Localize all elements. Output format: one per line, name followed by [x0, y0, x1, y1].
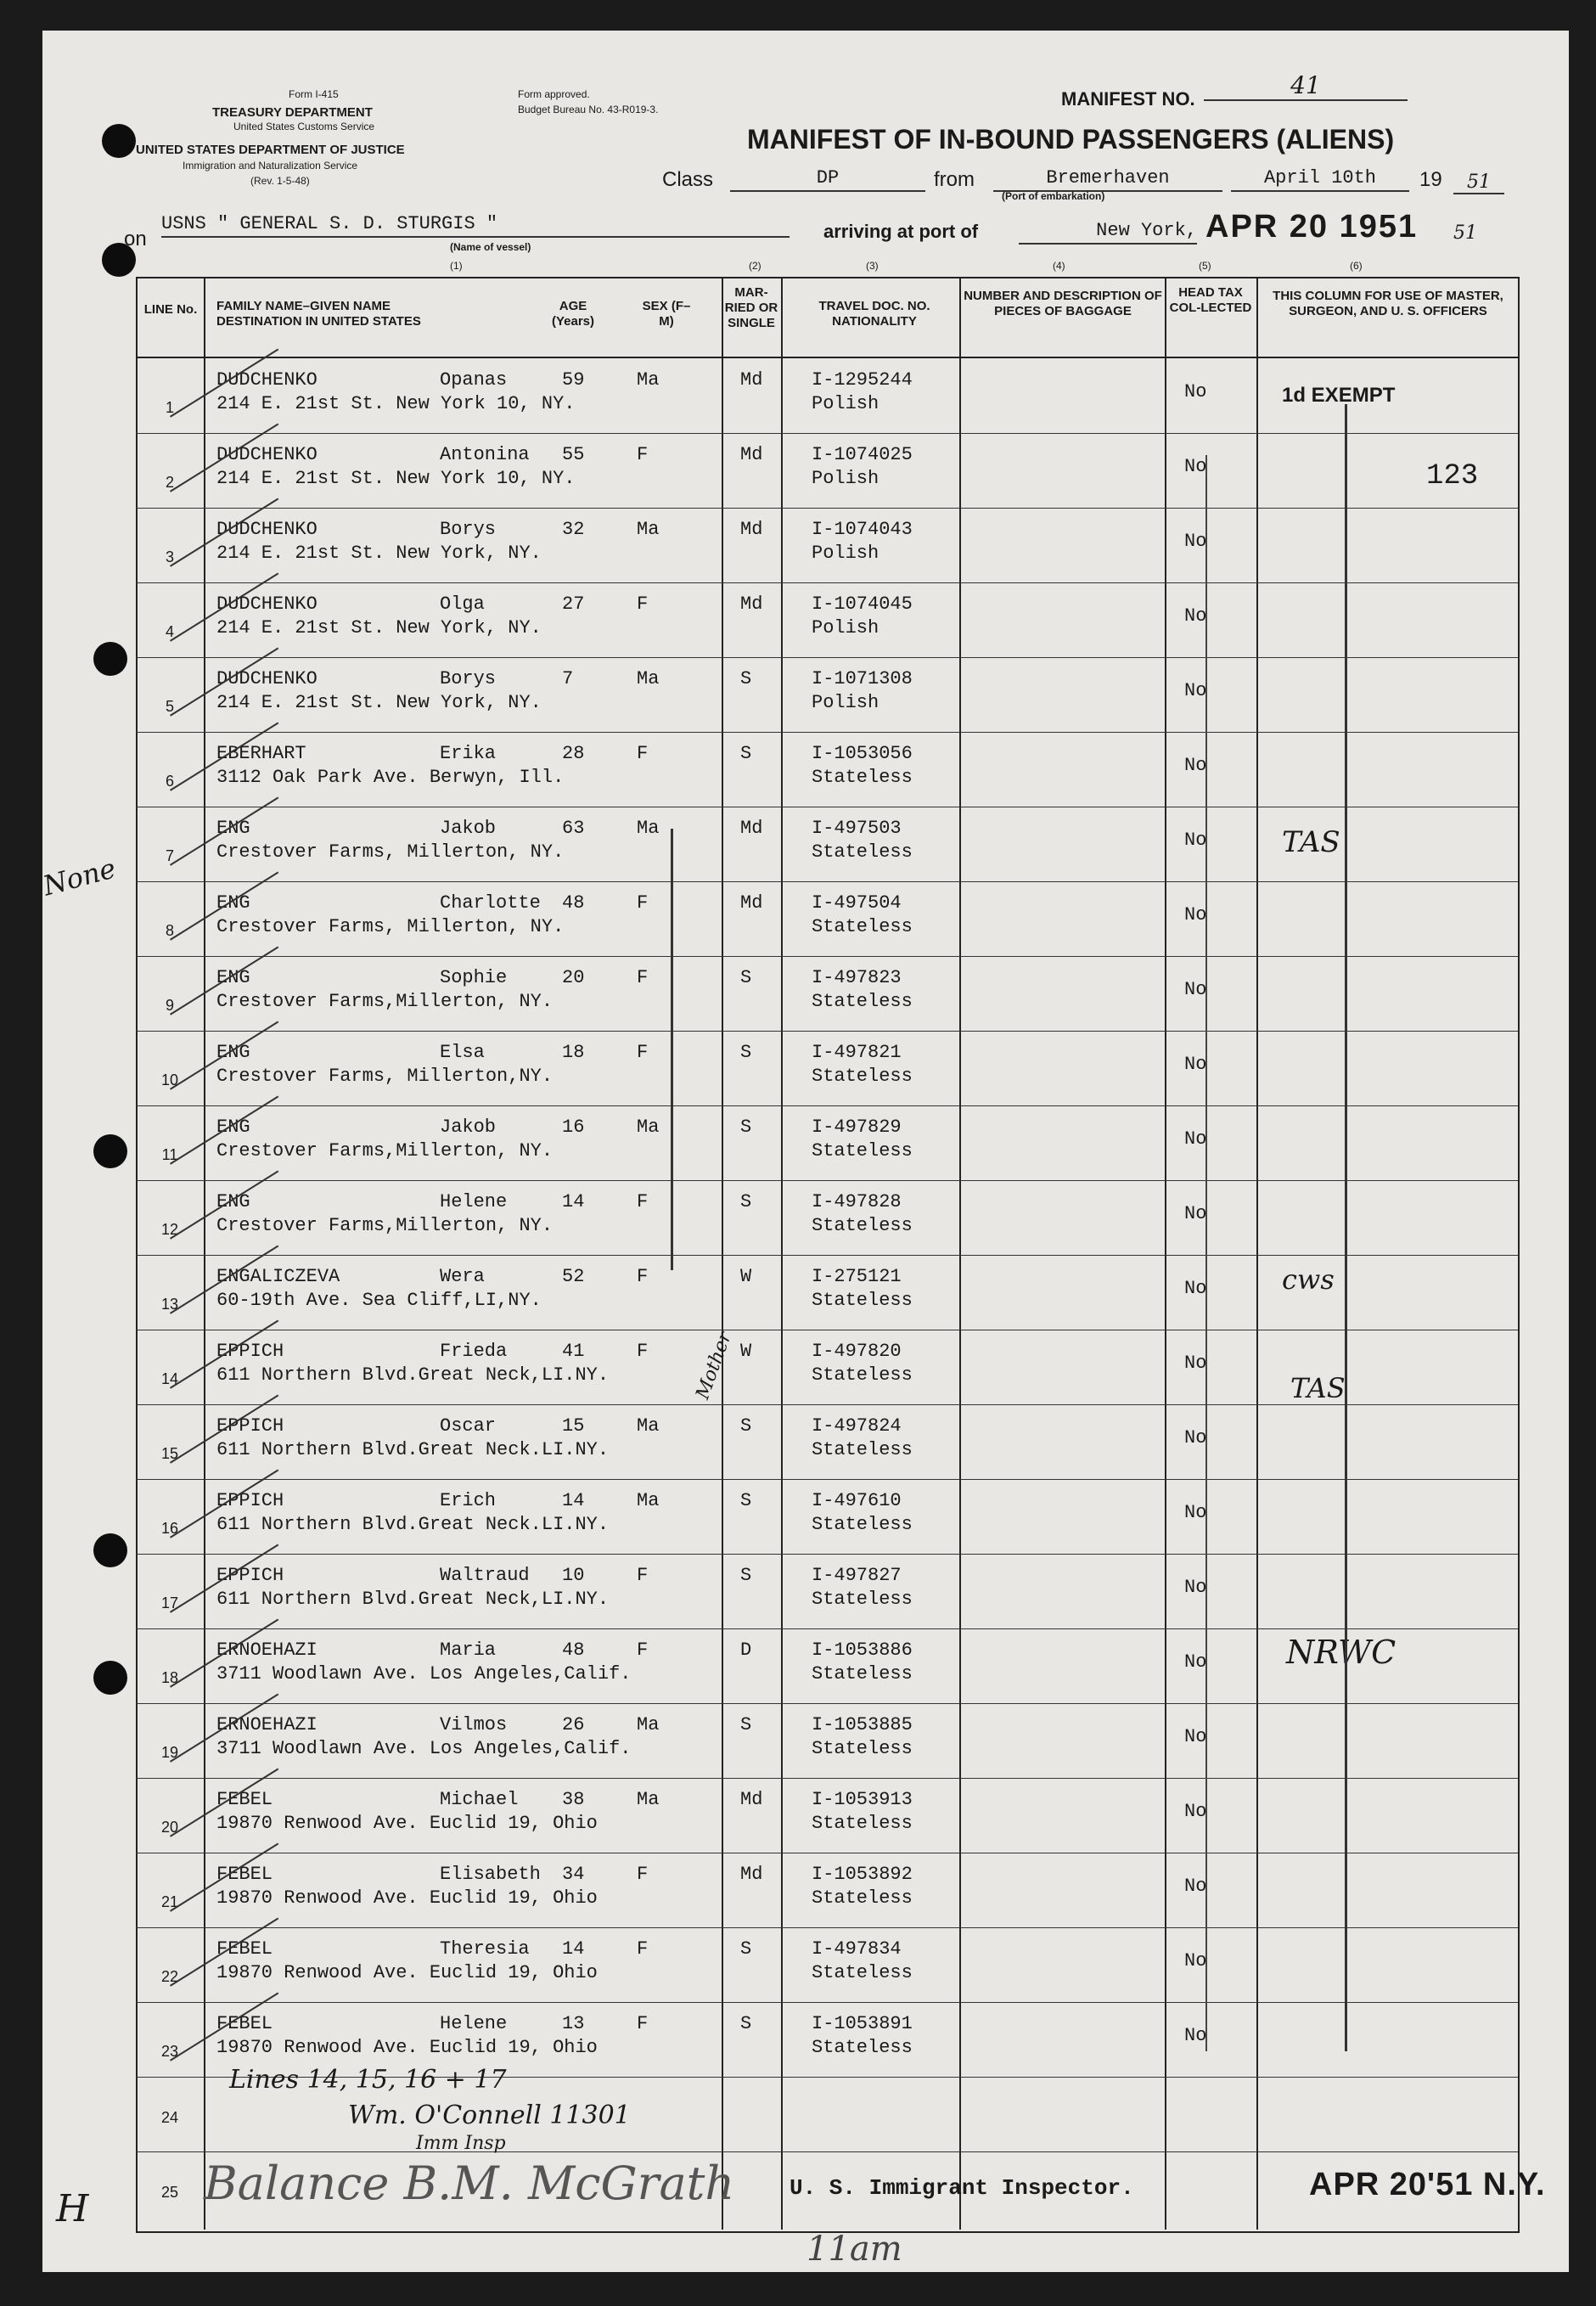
family-name: EPPICH [216, 1565, 284, 1586]
age: 16 [562, 1116, 585, 1138]
destination-address: 214 E. 21st St. New York, NY. [216, 617, 542, 638]
officer-signature: Wm. O'Connell 11301 [348, 2101, 631, 2130]
family-name: DUDCHENKO [216, 369, 318, 391]
travel-doc-no: I-497824 [812, 1415, 902, 1437]
destination-address: 19870 Renwood Ave. Euclid 19, Ohio [216, 1813, 598, 1834]
sex: Ma [637, 519, 660, 540]
given-name: Waltraud [440, 1565, 530, 1586]
age: 13 [562, 2013, 585, 2034]
given-name: Elisabeth [440, 1864, 541, 1885]
head-tax: No [1184, 1876, 1207, 1897]
received-stamp: APR 20'51 N.Y. [1309, 2167, 1546, 2202]
arrival-stamp: APR 20 1951 [1205, 209, 1419, 245]
travel-doc-no: I-497821 [812, 1042, 902, 1063]
signature-subtitle: Imm Insp [416, 2133, 506, 2154]
nationality: Stateless [812, 1589, 913, 1610]
destination-address: Crestover Farms, Millerton, NY. [216, 916, 565, 937]
sex: Ma [637, 369, 660, 391]
manifest-sheet [39, 31, 1569, 2272]
row-number: 10 [160, 1071, 179, 1088]
age: 34 [562, 1864, 585, 1885]
travel-doc-no: I-497834 [812, 1938, 902, 1960]
head-tax: No [1184, 605, 1207, 627]
mother-note: Mother [692, 1329, 736, 1403]
head-tax: No [1184, 1427, 1207, 1448]
family-name: DUDCHENKO [216, 593, 318, 615]
manifest-no: 41 [1204, 71, 1408, 101]
inspector-label: U. S. Immigrant Inspector. [790, 2175, 1134, 2201]
given-name: Jakob [440, 1116, 497, 1138]
nationality: Polish [812, 692, 879, 713]
travel-doc-no: I-1074025 [812, 444, 913, 465]
head-tax: No [1184, 830, 1207, 851]
travel-doc-no: I-497827 [812, 1565, 902, 1586]
nationality: Stateless [812, 1290, 913, 1311]
destination-address: 214 E. 21st St. New York 10, NY. [216, 468, 576, 489]
nationality: Stateless [812, 1439, 913, 1460]
year-prefix: 19 [1419, 168, 1442, 191]
row-number: 12 [160, 1221, 179, 1238]
punch-hole [102, 124, 136, 158]
col-header-line: LINE No. [143, 302, 198, 317]
family-name: DUDCHENKO [216, 668, 318, 689]
destination-address: 611 Northern Blvd.Great Neck,LI.NY. [216, 1589, 610, 1610]
head-tax: No [1184, 1278, 1207, 1299]
marital-status: S [740, 1116, 752, 1138]
age: 14 [562, 1191, 585, 1212]
sex: F [637, 444, 649, 465]
given-name: Borys [440, 519, 497, 540]
travel-doc-no: I-1053892 [812, 1864, 913, 1885]
given-name: Helene [440, 1191, 508, 1212]
row-number: 15 [160, 1445, 179, 1462]
head-tax: No [1184, 1054, 1207, 1075]
sex: F [637, 1640, 649, 1661]
sex: Ma [637, 1415, 660, 1437]
marital-status: Md [740, 1864, 763, 1885]
given-name: Frieda [440, 1341, 508, 1362]
travel-doc-no: I-1053913 [812, 1789, 913, 1810]
destination-address: Crestover Farms, Millerton, NY. [216, 841, 565, 863]
row-number: 6 [165, 773, 174, 790]
col-header-head-tax: HEAD TAX COL-LECTED [1169, 285, 1252, 315]
nationality: Stateless [812, 1140, 913, 1161]
nationality: Stateless [812, 1813, 913, 1834]
given-name: Vilmos [440, 1714, 508, 1735]
row-number: 25 [160, 2184, 179, 2201]
col-num: (3) [866, 260, 879, 272]
destination-address: 19870 Renwood Ave. Euclid 19, Ohio [216, 1887, 598, 1909]
row-number: 5 [165, 698, 174, 715]
marital-status: Md [740, 892, 763, 914]
ins-service: Immigration and Naturalization Service [183, 160, 358, 172]
bottom-scrawl: 11am [806, 2230, 902, 2269]
given-name: Michael [440, 1789, 519, 1810]
marital-status: S [740, 1415, 752, 1437]
destination-address: 3112 Oak Park Ave. Berwyn, Ill. [216, 767, 565, 788]
nationality: Stateless [812, 1514, 913, 1535]
given-name: Oscar [440, 1415, 497, 1437]
arrival-year: 51 [1453, 222, 1477, 244]
head-tax: No [1184, 1950, 1207, 1971]
row-number: 11 [161, 1146, 178, 1163]
age: 15 [562, 1415, 585, 1437]
travel-doc-no: I-497610 [812, 1490, 902, 1511]
travel-doc-no: I-497503 [812, 818, 902, 839]
marital-status: S [740, 1490, 752, 1511]
marital-status: W [740, 1266, 752, 1287]
family-name: EPPICH [216, 1341, 284, 1362]
travel-doc-no: I-1295244 [812, 369, 913, 391]
given-name: Jakob [440, 818, 497, 839]
nationality: Stateless [812, 2037, 913, 2058]
destination-address: 214 E. 21st St. New York, NY. [216, 692, 542, 713]
sex: F [637, 892, 649, 914]
arriving-label: arriving at port of [823, 221, 979, 242]
given-name: Maria [440, 1640, 497, 1661]
age: 7 [562, 668, 574, 689]
given-name: Olga [440, 593, 485, 615]
nationality: Stateless [812, 1887, 913, 1909]
col-num: (1) [450, 260, 463, 272]
given-name: Antonina [440, 444, 530, 465]
family-name: ENG [216, 1042, 250, 1063]
form-number: Form I-415 [289, 88, 339, 100]
age: 52 [562, 1266, 585, 1287]
destination-address: Crestover Farms,Millerton, NY. [216, 991, 554, 1012]
row-number: 22 [160, 1968, 179, 1985]
travel-doc-no: I-1053056 [812, 743, 913, 764]
nationality: Stateless [812, 1215, 913, 1236]
family-name: DUDCHENKO [216, 519, 318, 540]
family-name: ENG [216, 1116, 250, 1138]
sex: Ma [637, 668, 660, 689]
marital-status: S [740, 1714, 752, 1735]
destination-address: 3711 Woodlawn Ave. Los Angeles,Calif. [216, 1663, 632, 1685]
family-name: FEBEL [216, 1938, 273, 1960]
justice-dept: UNITED STATES DEPARTMENT OF JUSTICE [136, 143, 405, 157]
sex: F [637, 967, 649, 988]
age: 27 [562, 593, 585, 615]
nationality: Stateless [812, 1738, 913, 1759]
travel-doc-no: I-497823 [812, 967, 902, 988]
row-number: 24 [160, 2109, 179, 2126]
family-name: ENG [216, 1191, 250, 1212]
form-approved: Form approved. [518, 88, 590, 100]
marital-status: S [740, 1191, 752, 1212]
sex: F [637, 1042, 649, 1063]
head-tax: No [1184, 1353, 1207, 1374]
nrwc-initials: NRWC [1286, 1634, 1396, 1671]
travel-doc-no: I-1074043 [812, 519, 913, 540]
marital-status: S [740, 967, 752, 988]
col-header-baggage: NUMBER AND DESCRIPTION OF PIECES OF BAGGAGE [964, 289, 1162, 318]
row-number: 4 [165, 623, 174, 640]
pencil-line [1345, 404, 1347, 2051]
travel-doc-no: I-1053885 [812, 1714, 913, 1735]
given-name: Theresia [440, 1938, 530, 1960]
age: 26 [562, 1714, 585, 1735]
nationality: Stateless [812, 916, 913, 937]
age: 18 [562, 1042, 585, 1063]
travel-doc-no: I-497504 [812, 892, 902, 914]
col-header-married: MAR-RIED OR SINGLE [724, 285, 778, 330]
family-name: ERNOEHAZI [216, 1714, 318, 1735]
marital-status: S [740, 1938, 752, 1960]
given-name: Erich [440, 1490, 497, 1511]
age: 55 [562, 444, 585, 465]
sex: F [637, 1938, 649, 1960]
punch-hole [93, 642, 127, 676]
head-tax: No [1184, 1203, 1207, 1224]
travel-doc-no: I-1053886 [812, 1640, 913, 1661]
family-name: FEBEL [216, 2013, 273, 2034]
nationality: Stateless [812, 841, 913, 863]
nationality: Polish [812, 468, 879, 489]
head-tax: No [1184, 381, 1207, 402]
age: 38 [562, 1789, 585, 1810]
given-name: Helene [440, 2013, 508, 2034]
marital-status: Md [740, 593, 763, 615]
head-tax: No [1184, 680, 1207, 701]
age: 48 [562, 1640, 585, 1661]
sex: F [637, 1341, 649, 1362]
from-label: from [934, 168, 975, 191]
marital-status: Md [740, 519, 763, 540]
family-name: EPPICH [216, 1490, 284, 1511]
family-name: ENGALICZEVA [216, 1266, 340, 1287]
age: 14 [562, 1938, 585, 1960]
col-header-travel: TRAVEL DOC. NO. NATIONALITY [818, 299, 930, 329]
sex: F [637, 1565, 649, 1586]
head-tax: No [1184, 531, 1207, 552]
marital-status: Md [740, 444, 763, 465]
punch-hole [93, 1533, 127, 1567]
sex: F [637, 593, 649, 615]
col-num: (4) [1053, 260, 1065, 272]
marital-status: Md [740, 818, 763, 839]
col-header-sex: SEX (F–M) [642, 299, 691, 329]
sex: F [637, 1266, 649, 1287]
destination-address: Crestover Farms,Millerton, NY. [216, 1140, 554, 1161]
family-name: EPPICH [216, 1415, 284, 1437]
travel-doc-no: I-497820 [812, 1341, 902, 1362]
nationality: Polish [812, 393, 879, 414]
destination-address: 611 Northern Blvd.Great Neck.LI.NY. [216, 1514, 610, 1535]
head-tax: No [1184, 904, 1207, 925]
head-tax: No [1184, 1801, 1207, 1822]
marital-status: W [740, 1341, 752, 1362]
family-name: ERNOEHAZI [216, 1640, 318, 1661]
travel-doc-no: I-1074045 [812, 593, 913, 615]
sex: Ma [637, 1116, 660, 1138]
age: 48 [562, 892, 585, 914]
col-header-age: AGE (Years) [551, 299, 595, 329]
bracket-line [671, 829, 673, 1270]
destination-address: 60-19th Ave. Sea Cliff,LI,NY. [216, 1290, 542, 1311]
row-number: 3 [165, 548, 174, 565]
given-name: Opanas [440, 369, 508, 391]
margin-mark: H [56, 2187, 89, 2230]
col-num: (5) [1199, 260, 1211, 272]
from-value: Bremerhaven [993, 166, 1222, 192]
age: 28 [562, 743, 585, 764]
treasury-dept: TREASURY DEPARTMENT [212, 105, 373, 120]
nationality: Polish [812, 543, 879, 564]
manifest-no-label: MANIFEST NO. [1061, 88, 1195, 110]
class-label: Class [662, 168, 714, 191]
row-number: 21 [160, 1893, 179, 1910]
age: 14 [562, 1490, 585, 1511]
marital-status: Md [740, 1789, 763, 1810]
nationality: Stateless [812, 1364, 913, 1386]
sex: F [637, 1191, 649, 1212]
marital-status: S [740, 743, 752, 764]
family-name: DUDCHENKO [216, 444, 318, 465]
col-header-officers: THIS COLUMN FOR USE OF MASTER, SURGEON, AND U. S. OFFICERS [1273, 289, 1503, 318]
family-name: FEBEL [216, 1789, 273, 1810]
balance-signature: Balance B.M. McGrath [204, 2157, 735, 2210]
nationality: Stateless [812, 1663, 913, 1685]
destination-address: 214 E. 21st St. New York, NY. [216, 543, 542, 564]
marital-status: D [740, 1640, 752, 1661]
col-num: (6) [1350, 260, 1363, 272]
sex: Ma [637, 1714, 660, 1735]
age: 10 [562, 1565, 585, 1586]
age: 41 [562, 1341, 585, 1362]
sex: Ma [637, 818, 660, 839]
destination-address: 611 Northern Blvd.Great Neck,LI.NY. [216, 1364, 610, 1386]
tas-initials: TAS [1282, 825, 1340, 859]
destination-address: Crestover Farms,Millerton, NY. [216, 1215, 554, 1236]
sex: F [637, 743, 649, 764]
punch-hole [93, 1661, 127, 1695]
marital-status: S [740, 2013, 752, 2034]
nationality: Stateless [812, 1066, 913, 1087]
sex: F [637, 2013, 649, 2034]
head-tax: No [1184, 1577, 1207, 1598]
family-name: EBERHART [216, 743, 306, 764]
travel-doc-no: I-1053891 [812, 2013, 913, 2034]
row-number: 7 [165, 847, 174, 864]
given-name: Charlotte [440, 892, 541, 914]
nationality: Stateless [812, 767, 913, 788]
given-name: Erika [440, 743, 497, 764]
row-number: 1 [165, 399, 174, 416]
nationality: Polish [812, 617, 879, 638]
row-number: 20 [160, 1819, 179, 1836]
lines-note: Lines 14, 15, 16 + 17 [229, 2065, 507, 2095]
tas-initials-2: TAS [1290, 1372, 1346, 1404]
departure-date: April 10th [1231, 166, 1409, 192]
destination-address: 214 E. 21st St. New York 10, NY. [216, 393, 576, 414]
on-label: on [124, 228, 147, 250]
destination-address: 3711 Woodlawn Ave. Los Angeles,Calif. [216, 1738, 632, 1759]
given-name: Sophie [440, 967, 508, 988]
col-header-name: FAMILY NAME–GIVEN NAME DESTINATION IN UNITED STATES [216, 299, 421, 329]
head-tax: No [1184, 1502, 1207, 1523]
cws-initials: cws [1282, 1263, 1335, 1296]
row-number: 16 [160, 1520, 179, 1537]
travel-doc-no: I-497829 [812, 1116, 902, 1138]
age: 20 [562, 967, 585, 988]
destination-address: 611 Northern Blvd.Great Neck.LI.NY. [216, 1439, 610, 1460]
travel-doc-no: I-497828 [812, 1191, 902, 1212]
head-tax: No [1184, 755, 1207, 776]
head-tax: No [1184, 1128, 1207, 1150]
row-number: 14 [160, 1370, 179, 1387]
marital-status: S [740, 1565, 752, 1586]
destination-address: 19870 Renwood Ave. Euclid 19, Ohio [216, 1962, 598, 1983]
marital-status: S [740, 668, 752, 689]
sex: F [637, 1864, 649, 1885]
head-tax: No [1184, 1651, 1207, 1673]
marital-status: Md [740, 369, 763, 391]
budget-bureau: Budget Bureau No. 43-R019-3. [518, 104, 659, 115]
head-tax: No [1184, 2025, 1207, 2046]
row-number: 23 [160, 2043, 179, 2060]
year-value: 51 [1453, 172, 1504, 194]
col-num: (2) [749, 260, 761, 272]
family-name: ENG [216, 892, 250, 914]
row-number: 17 [160, 1595, 179, 1611]
row-number: 13 [160, 1296, 179, 1313]
family-name: ENG [216, 818, 250, 839]
given-name: Borys [440, 668, 497, 689]
head-tax: No [1184, 979, 1207, 1000]
row-number: 2 [165, 474, 174, 491]
given-name: Wera [440, 1266, 485, 1287]
tax-column-line [1205, 455, 1207, 2051]
exempt-note: 1d EXEMPT [1282, 384, 1396, 407]
row-number: 8 [165, 922, 174, 939]
nationality: Stateless [812, 1962, 913, 1983]
row-number: 18 [160, 1669, 179, 1686]
family-name: ENG [216, 967, 250, 988]
vessel-name: USNS " GENERAL S. D. STURGIS " [161, 212, 790, 238]
age: 59 [562, 369, 585, 391]
head-tax: No [1184, 1726, 1207, 1747]
head-tax: No [1184, 456, 1207, 477]
form-revision: (Rev. 1-5-48) [250, 175, 310, 187]
age: 63 [562, 818, 585, 839]
number-123: 123 [1426, 460, 1479, 492]
destination-address: Crestover Farms, Millerton,NY. [216, 1066, 554, 1087]
travel-doc-no: I-275121 [812, 1266, 902, 1287]
port-note: (Port of embarkation) [1002, 190, 1105, 202]
given-name: Elsa [440, 1042, 485, 1063]
sex: Ma [637, 1789, 660, 1810]
arrival-port: New York, [1019, 219, 1197, 245]
row-number: 19 [160, 1744, 179, 1761]
sex: Ma [637, 1490, 660, 1511]
margin-none-note: None [39, 852, 120, 903]
manifest-title: MANIFEST OF IN-BOUND PASSENGERS (ALIENS) [747, 124, 1395, 155]
punch-hole [93, 1134, 127, 1168]
row-number: 9 [165, 997, 174, 1014]
class-value: DP [730, 166, 925, 192]
age: 32 [562, 519, 585, 540]
destination-address: 19870 Renwood Ave. Euclid 19, Ohio [216, 2037, 598, 2058]
travel-doc-no: I-1071308 [812, 668, 913, 689]
family-name: FEBEL [216, 1864, 273, 1885]
marital-status: S [740, 1042, 752, 1063]
customs-service: United States Customs Service [233, 121, 375, 132]
vessel-note: (Name of vessel) [450, 241, 531, 253]
nationality: Stateless [812, 991, 913, 1012]
